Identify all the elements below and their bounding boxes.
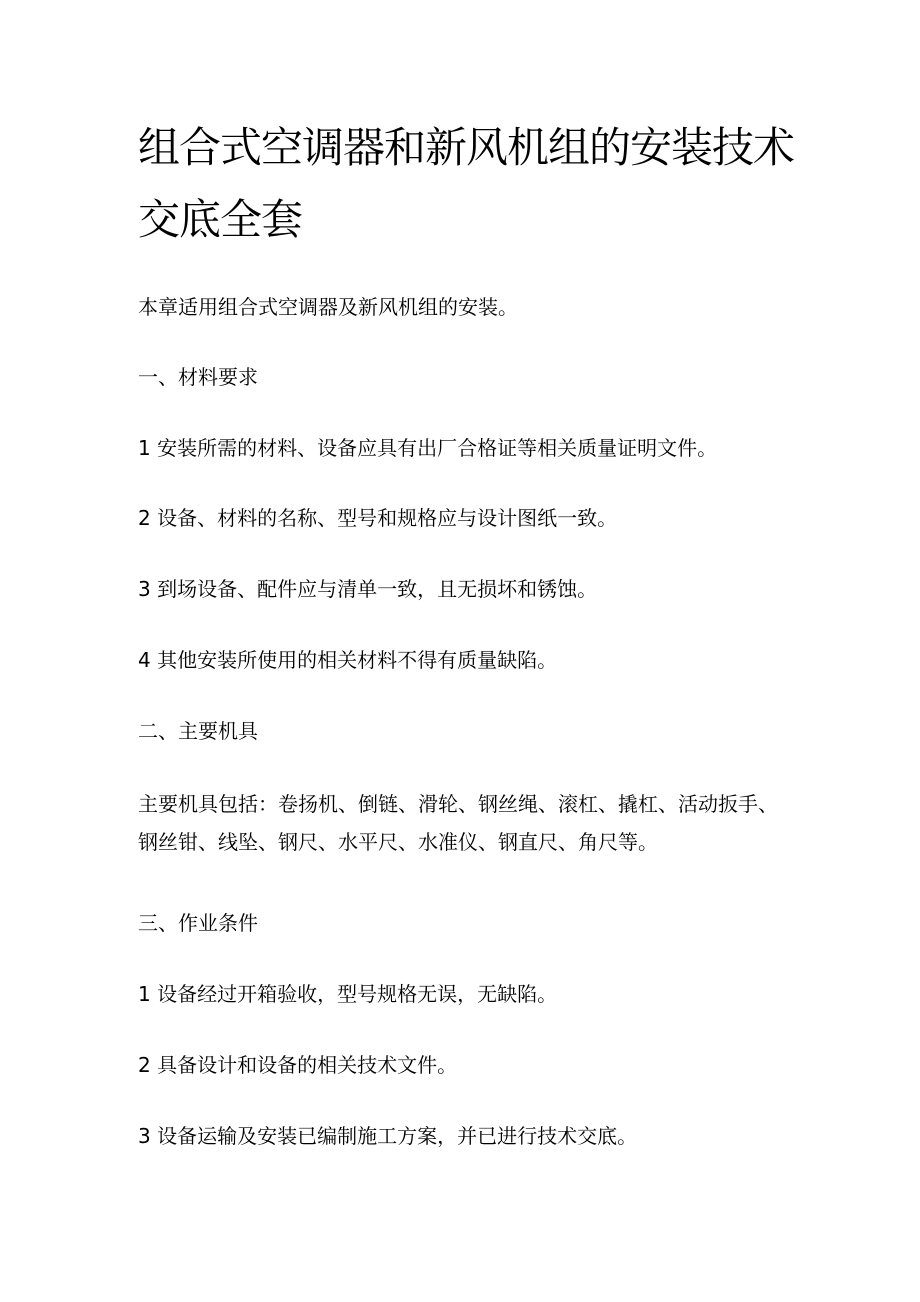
materials-item-4: 4 其他安装所使用的相关材料不得有质量缺陷。 xyxy=(138,648,558,672)
section-heading-materials: 一、材料要求 xyxy=(138,365,258,389)
intro-paragraph: 本章适用组合式空调器及新风机组的安装。 xyxy=(138,295,518,319)
document-title: 组合式空调器和新风机组的安装技术交底全套 xyxy=(138,123,795,244)
materials-item-2: 2 设备、材料的名称、型号和规格应与设计图纸一致。 xyxy=(138,506,618,530)
section-heading-conditions: 三、作业条件 xyxy=(138,911,258,935)
materials-item-3: 3 到场设备、配件应与清单一致，且无损坏和锈蚀。 xyxy=(138,577,598,601)
conditions-item-1: 1 设备经过开箱验收，型号规格无误，无缺陷。 xyxy=(138,982,558,1006)
section-heading-tools: 二、主要机具 xyxy=(138,719,258,743)
materials-item-1: 1 安装所需的材料、设备应具有出厂合格证等相关质量证明文件。 xyxy=(138,436,718,460)
tools-paragraph: 主要机具包括：卷扬机、倒链、滑轮、钢丝绳、滚杠、撬杠、活动扳手、钢丝钳、线坠、钢尺、水平尺、水准仪、钢直尺、角尺等。 xyxy=(138,792,778,854)
conditions-item-3: 3 设备运输及安装已编制施工方案，并已进行技术交底。 xyxy=(138,1124,638,1148)
conditions-item-2: 2 具备设计和设备的相关技术文件。 xyxy=(138,1053,458,1077)
